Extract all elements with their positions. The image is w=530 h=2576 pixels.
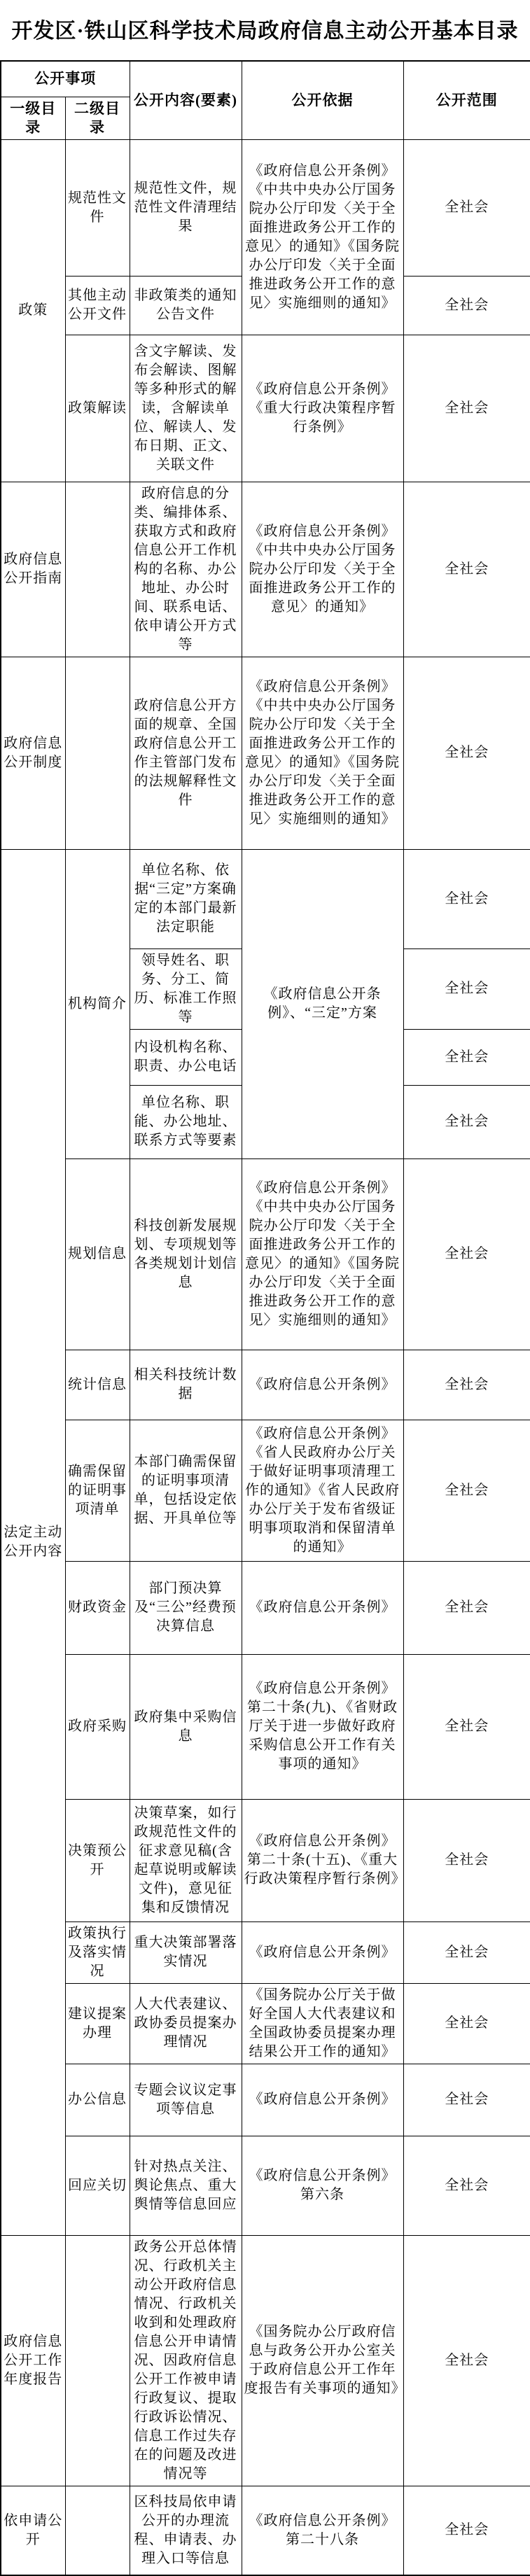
content-cell: 规范性文件，规范性文件清理结果 [130, 139, 242, 276]
basis-cell: 《国务院办公厅政府信息与政务公开办公室关于政府信息公开工作年度报告有关事项的通知》 [242, 2235, 403, 2486]
scope-cell: 全社会 [403, 2064, 530, 2136]
level2-cell [65, 2486, 130, 2575]
scope-cell: 全社会 [403, 335, 530, 482]
level2-cell [65, 482, 130, 657]
level2-cell: 统计信息 [65, 1350, 130, 1420]
table-row [1, 2136, 530, 2235]
basis-cell: 《政府信息公开条例》《重大行政决策程序暂行条例》 [242, 335, 403, 482]
scope-cell: 全社会 [403, 849, 530, 948]
scope-cell: 全社会 [403, 482, 530, 657]
scope-cell: 全社会 [403, 948, 530, 1029]
content-cell: 专题会议议定事项等信息 [130, 2064, 242, 2136]
content-cell: 含文字解读、发布会解读、图解等多种形式的解读，含解读单位、解读人、发布日期、正文、关联文件 [130, 335, 242, 482]
scope-cell: 全社会 [403, 1085, 530, 1158]
table-row [1, 2064, 530, 2136]
level2-cell [65, 2235, 130, 2486]
scope-cell: 全社会 [403, 2235, 530, 2486]
basis-cell: 《政府信息公开条例》《中共中央办公厅国务院办公厅印发〈关于全面推进政务公开工作的意见〉的通知》《国务院办公厅印发〈关于全面推进政务公开工作的意见〉实施细则的通知》 [242, 657, 403, 849]
basis-cell: 《政府信息公开条例》 [242, 1561, 403, 1654]
scope-cell: 全社会 [403, 1983, 530, 2064]
level2-cell: 政策解读 [65, 335, 130, 482]
content-cell: 本部门确需保留的证明事项清单，包括设定依据、开具单位等 [130, 1420, 242, 1561]
scope-cell: 全社会 [403, 1158, 530, 1350]
header-level1: 一级目录 [1, 97, 65, 139]
scope-cell: 全社会 [403, 2136, 530, 2235]
header-scope: 公开范围 [403, 61, 530, 139]
content-cell: 科技创新发展规划、专项规划等各类规划计划信息 [130, 1158, 242, 1350]
content-cell: 区科技局依申请公开的办理流程、申请表、办理入口等信息 [130, 2486, 242, 2575]
scope-cell: 全社会 [403, 1654, 530, 1799]
content-cell: 部门预决算及“三公”经费预决算信息 [130, 1561, 242, 1654]
content-cell: 决策草案，如行政规范性文件的征求意见稿(含起草说明或解读文件)，意见征集和反馈情况 [130, 1799, 242, 1921]
basis-cell: 《政府信息公开条例》《省人民政府办公厅关于做好证明事项清理工作的通知》《省人民政府办公厅关于发布省级证明事项取消和保留清单的通知》 [242, 1420, 403, 1561]
level2-cell: 政策执行及落实情况 [65, 1921, 130, 1983]
basis-cell: 《政府信息公开条例》、“三定”方案 [242, 849, 403, 1158]
basis-cell: 《政府信息公开条例》 [242, 1921, 403, 1983]
scope-cell: 全社会 [403, 657, 530, 849]
basis-cell: 《政府信息公开条例》《中共中央办公厅国务院办公厅印发〈关于全面推进政务公开工作的意见〉的通知》《国务院办公厅印发〈关于全面推进政务公开工作的意见〉实施细则的通知》 [242, 1158, 403, 1350]
table-row [1, 139, 530, 276]
content-cell: 内设机构名称、职责、办公电话 [130, 1029, 242, 1085]
table-row [1, 1420, 530, 1561]
level2-cell: 建议提案办理 [65, 1983, 130, 2064]
level2-cell: 财政资金 [65, 1561, 130, 1654]
scope-cell: 全社会 [403, 1561, 530, 1654]
content-cell: 相关科技统计数据 [130, 1350, 242, 1420]
disclosure-catalog-table [0, 60, 530, 2576]
content-cell: 政务公开总体情况、行政机关主动公开政府信息情况、行政机关收到和处理政府信息公开申请情况、因政府信息公开工作被申请行政复议、提取行政诉讼情况、信息工作过失存在的问题及改进情况等 [130, 2235, 242, 2486]
header-matters: 公开事项 [1, 61, 130, 97]
level1-cell: 政府信息公开工作年度报告 [1, 2235, 65, 2486]
scope-cell: 全社会 [403, 1921, 530, 1983]
table-row [1, 2235, 530, 2486]
level1-cell: 依申请公开 [1, 2486, 65, 2575]
table-row [1, 1561, 530, 1654]
table-row [1, 482, 530, 657]
level2-cell: 确需保留的证明事项清单 [65, 1420, 130, 1561]
scope-cell: 全社会 [403, 276, 530, 335]
basis-cell: 《政府信息公开条例》《中共中央办公厅国务院办公厅印发〈关于全面推进政务公开工作的意见〉的通知》《国务院办公厅印发〈关于全面推进政务公开工作的意见〉实施细则的通知》 [242, 139, 403, 335]
level2-cell: 其他主动公开文件 [65, 276, 130, 335]
basis-cell: 《国务院办公厅关于做好全国人大代表建议和全国政协委员提案办理结果公开工作的通知》 [242, 1983, 403, 2064]
basis-cell: 《政府信息公开条例》第六条 [242, 2136, 403, 2235]
scope-cell: 全社会 [403, 2486, 530, 2575]
level1-cell: 法定主动公开内容 [1, 849, 65, 2235]
level2-cell: 规范性文件 [65, 139, 130, 276]
basis-cell: 《政府信息公开条例》 [242, 1350, 403, 1420]
content-cell: 领导姓名、职务、分工、简历、标准工作照等 [130, 948, 242, 1029]
header-basis: 公开依据 [242, 61, 403, 139]
content-cell: 政府集中采购信息 [130, 1654, 242, 1799]
content-cell: 针对热点关注、舆论焦点、重大舆情等信息回应 [130, 2136, 242, 2235]
table-row [1, 1350, 530, 1420]
table-row [1, 1654, 530, 1799]
scope-cell: 全社会 [403, 139, 530, 276]
level2-cell: 办公信息 [65, 2064, 130, 2136]
table-row [1, 1983, 530, 2064]
basis-cell: 《政府信息公开条例》第二十条(九)、《省财政厅关于进一步做好政府采购信息公开工作有关事项的通知》 [242, 1654, 403, 1799]
scope-cell: 全社会 [403, 1350, 530, 1420]
content-cell: 重大决策部署落实情况 [130, 1921, 242, 1983]
header-level2: 二级目录 [65, 97, 130, 139]
basis-cell: 《政府信息公开条例》 [242, 2064, 403, 2136]
basis-cell: 《政府信息公开条例》第二十八条 [242, 2486, 403, 2575]
scope-cell: 全社会 [403, 1799, 530, 1921]
scope-cell: 全社会 [403, 1029, 530, 1085]
table-row [1, 335, 530, 482]
table-row [1, 849, 530, 948]
level2-cell: 规划信息 [65, 1158, 130, 1350]
level2-cell: 回应关切 [65, 2136, 130, 2235]
content-cell: 非政策类的通知公告文件 [130, 276, 242, 335]
content-cell: 政府信息公开方面的规章、全国政府信息公开工作主管部门发布的法规解释性文件 [130, 657, 242, 849]
level2-cell: 决策预公开 [65, 1799, 130, 1921]
level1-cell: 政府信息公开制度 [1, 657, 65, 849]
content-cell: 单位名称、依据“三定”方案确定的本部门最新法定职能 [130, 849, 242, 948]
level2-cell [65, 657, 130, 849]
table-row [1, 657, 530, 849]
table-row [1, 2486, 530, 2575]
content-cell: 人大代表建议、政协委员提案办理情况 [130, 1983, 242, 2064]
table-row [1, 1158, 530, 1350]
page-title: 开发区·铁山区科学技术局政府信息主动公开基本目录 [11, 20, 519, 43]
level1-cell: 政策 [1, 139, 65, 482]
level1-cell: 政府信息公开指南 [1, 482, 65, 657]
table-row [1, 1921, 530, 1983]
basis-cell: 《政府信息公开条例》《中共中央办公厅国务院办公厅印发〈关于全面推进政务公开工作的意见〉的通知》 [242, 482, 403, 657]
level2-cell: 机构简介 [65, 849, 130, 1158]
content-cell: 政府信息的分类、编排体系、获取方式和政府信息公开工作机构的名称、办公地址、办公时间、联系电话、依申请公开方式等 [130, 482, 242, 657]
level2-cell: 政府采购 [65, 1654, 130, 1799]
table-row [1, 1799, 530, 1921]
header-content: 公开内容(要素) [130, 61, 242, 139]
scope-cell: 全社会 [403, 1420, 530, 1561]
basis-cell: 《政府信息公开条例》第二十条(十五)、《重大行政决策程序暂行条例》 [242, 1799, 403, 1921]
content-cell: 单位名称、职能、办公地址、联系方式等要素 [130, 1085, 242, 1158]
